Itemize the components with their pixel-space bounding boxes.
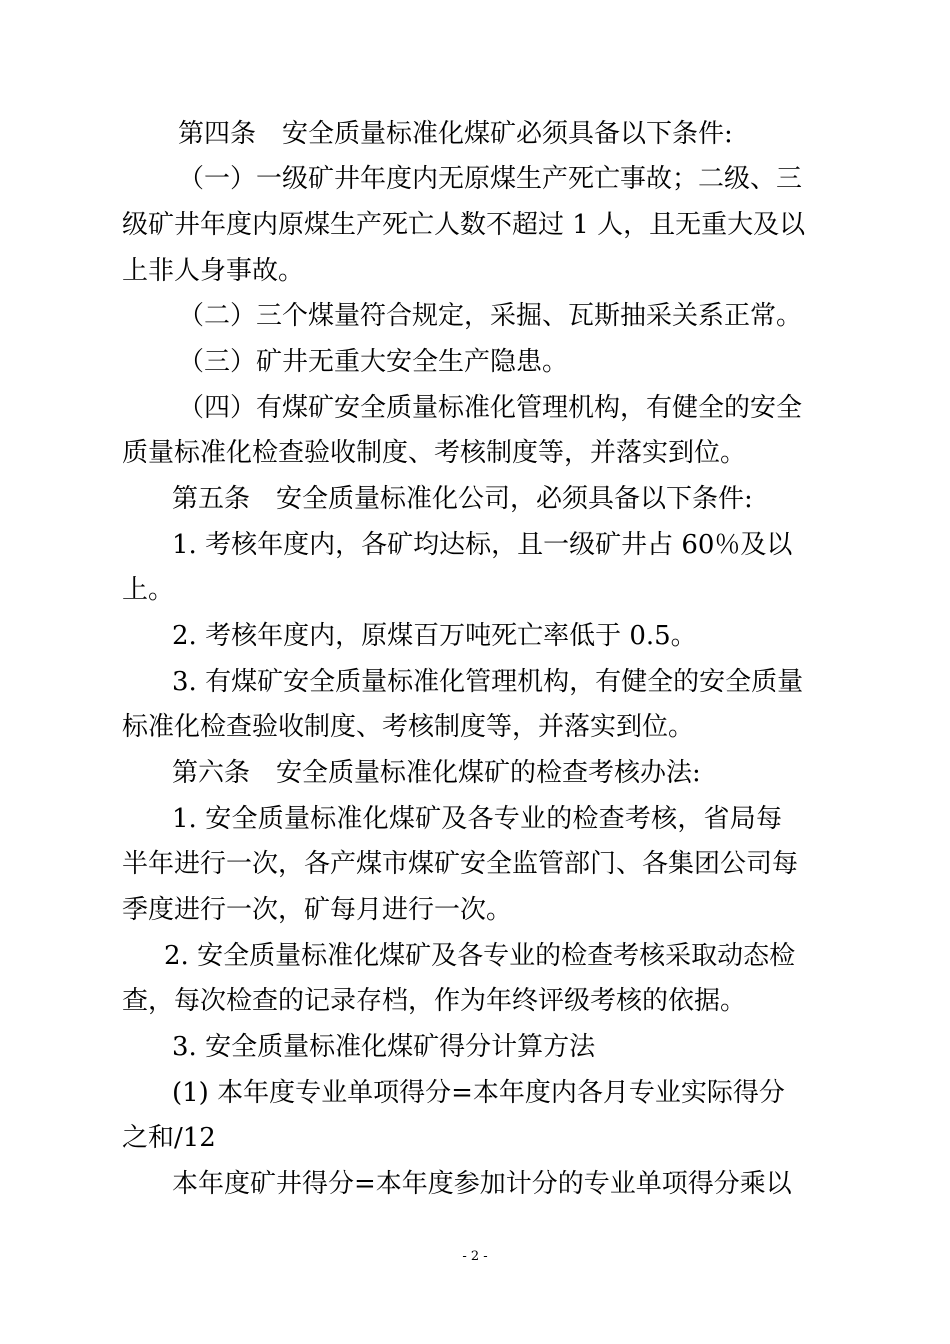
text-line: 1. 考核年度内，各矿均达标，且一级矿井占 60％及以 <box>172 530 793 560</box>
text-line: 季度进行一次，矿每月进行一次。 <box>122 895 513 925</box>
text-line: 上。 <box>122 575 175 605</box>
text-line: 查，每次检查的记录存档，作为年终评级考核的依据。 <box>122 986 747 1016</box>
text-line: 上非人身事故。 <box>122 256 305 286</box>
text-line: (1) 本年度专业单项得分=本年度内各月专业实际得分 <box>172 1078 785 1108</box>
text-line: （四）有煤矿安全质量标准化管理机构，有健全的安全 <box>178 393 803 423</box>
text-line: （二）三个煤量符合规定，采掘、瓦斯抽采关系正常。 <box>178 301 803 331</box>
text-line: 2. 安全质量标准化煤矿及各专业的检查考核采取动态检 <box>164 941 796 971</box>
text-line: 3. 安全质量标准化煤矿得分计算方法 <box>172 1032 596 1062</box>
text-line: 2. 考核年度内，原煤百万吨死亡率低于 0.5。 <box>172 621 697 651</box>
text-line: 标准化检查验收制度、考核制度等，并落实到位。 <box>122 712 695 742</box>
page-number: - 2 - <box>462 1249 488 1264</box>
text-line: 3. 有煤矿安全质量标准化管理机构，有健全的安全质量 <box>172 667 804 697</box>
text-line: 1. 安全质量标准化煤矿及各专业的检查考核，省局每 <box>172 804 782 834</box>
text-line: 之和/12 <box>122 1123 216 1153</box>
text-line: 质量标准化检查验收制度、考核制度等，并落实到位。 <box>122 438 747 468</box>
text-line: 级矿井年度内原煤生产死亡人数不超过 1 人，且无重大及以 <box>122 210 806 240</box>
text-line: 半年进行一次，各产煤市煤矿安全监管部门、各集团公司每 <box>122 849 799 879</box>
text-line: （一）一级矿井年度内无原煤生产死亡事故；二级、三 <box>178 164 803 194</box>
text-line: 第六条 安全质量标准化煤矿的检查考核办法: <box>172 758 701 788</box>
text-line: （三）矿井无重大安全生产隐患。 <box>178 347 569 377</box>
text-line: 本年度矿井得分=本年度参加计分的专业单项得分乘以 <box>172 1169 792 1199</box>
text-line: 第四条 安全质量标准化煤矿必须具备以下条件: <box>178 119 733 149</box>
text-line: 第五条 安全质量标准化公司，必须具备以下条件: <box>172 484 753 514</box>
